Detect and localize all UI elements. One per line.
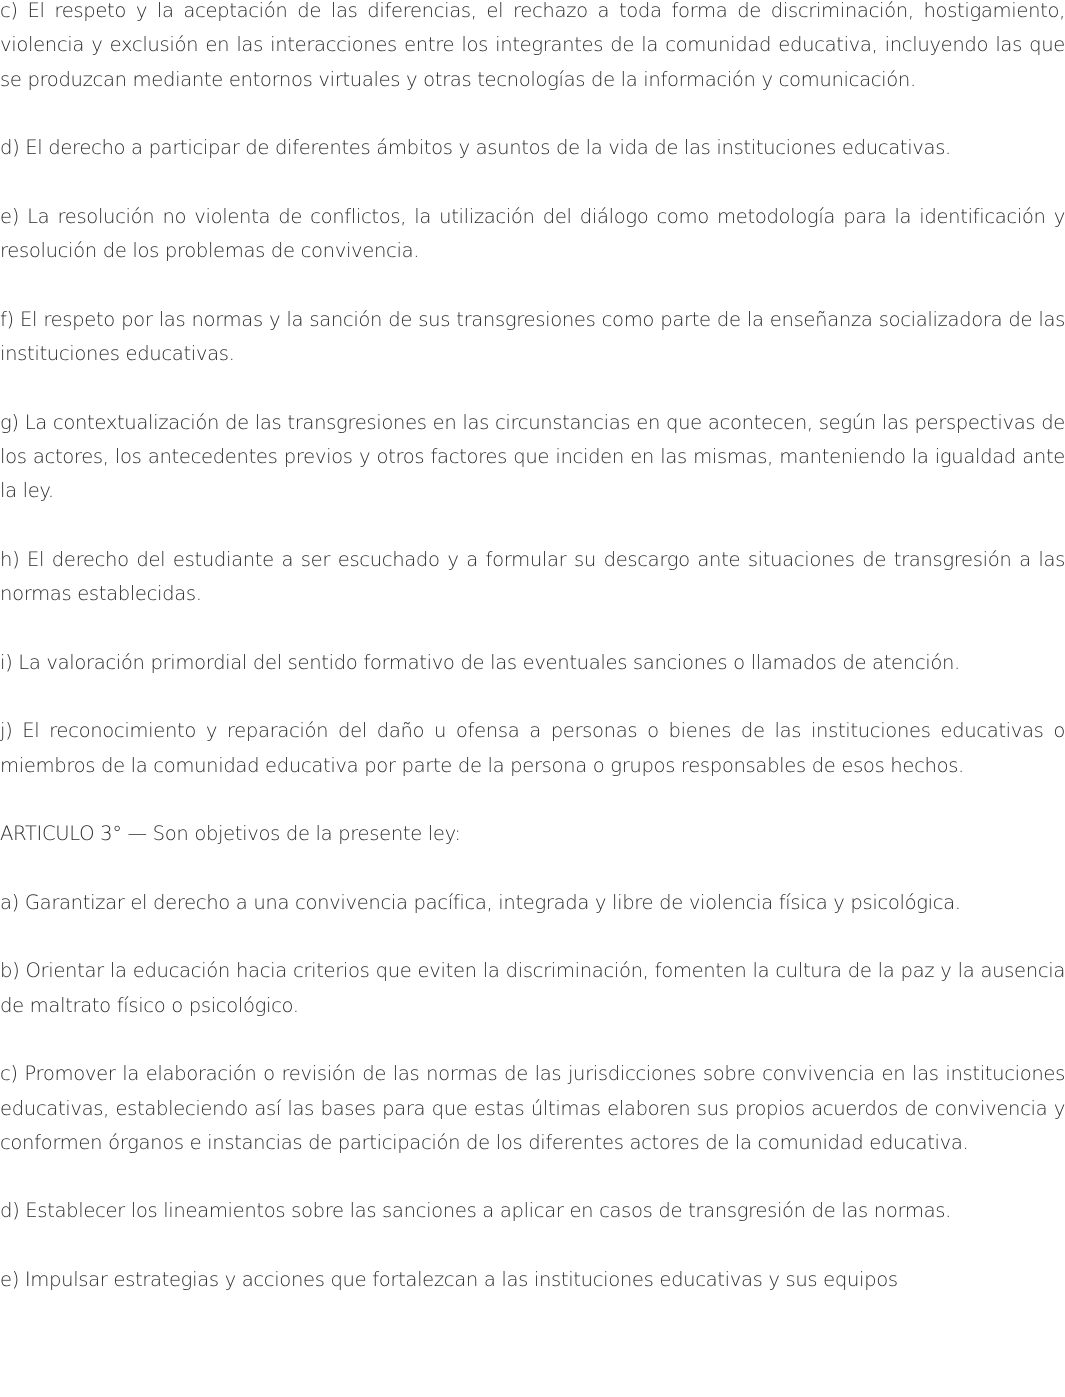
paragraph-j-reparacion: j) El reconocimiento y reparación del daño u ofensa a personas o bienes de las instituciones educativas o miembros de la comunidad educativa por parte de la persona o grupos responsables de esos hechos. [0,719,1065,777]
objective-b-orientar: b) Orientar la educación hacia criterios que eviten la discriminación, fomenten la cultura de la paz y la ausencia de maltrato físico o psicológico. [0,959,1065,1017]
paragraph-g-contextualizacion: g) La contextualización de las transgresiones en las circunstancias en que acontecen, según las perspectivas de los actores, los antecedentes previos y otros factores que inciden en las mismas, manteniendo la igualdad ante la ley. [0,410,1065,503]
paragraph-i-valoracion: i) La valoración primordial del sentido formativo de las eventuales sanciones o llamados de atención. [0,650,960,674]
paragraph-c-respeto: c) El respeto y la aceptación de las diferencias, el rechazo a toda forma de discriminación, hostigamiento, violencia y exclusión en las interacciones entre los integrantes de la comunidad educativa, incluyendo las que se produzcan mediante entornos virtuales y otras tecnologías de la información y comunicación. [0,0,1065,91]
paragraph-f-normas: f) El respeto por las normas y la sanción de sus transgresiones como parte de la enseñanza socializadora de las instituciones educativas. [0,307,1065,365]
paragraph-h-escuchado: h) El derecho del estudiante a ser escuchado y a formular su descargo ante situaciones de transgresión a las normas establecidas. [0,547,1065,606]
objective-c-promover: c) Promover la elaboración o revisión de las normas de las jurisdicciones sobre convivencia en las instituciones educativas, estableciendo así las bases para que estas últimas elaboren sus propios acuerdos de convivencia y conformen órganos e instancias de participación de los diferentes actores de la comunidad educativa. [0,1062,1065,1154]
objective-e-impulsar: e) Impulsar estrategias y acciones que fortalezcan a las instituciones educativas y sus equipos [0,1267,898,1291]
paragraph-d-participar: d) El derecho a participar de diferentes ámbitos y asuntos de la vida de las instituciones educativas. [0,136,951,160]
article-3-heading: ARTICULO 3° — Son objetivos de la presente ley: [0,822,461,846]
paragraph-e-resolucion: e) La resolución no violenta de conflictos, la utilización del diálogo como metodología para la identificación y resolución de los problemas de convivencia. [0,204,1065,263]
objective-a-garantizar: a) Garantizar el derecho a una convivencia pacífica, integrada y libre de violencia física y psicológica. [0,890,961,914]
objective-d-establecer: d) Establecer los lineamientos sobre las sanciones a aplicar en casos de transgresión de las normas. [0,1199,951,1223]
